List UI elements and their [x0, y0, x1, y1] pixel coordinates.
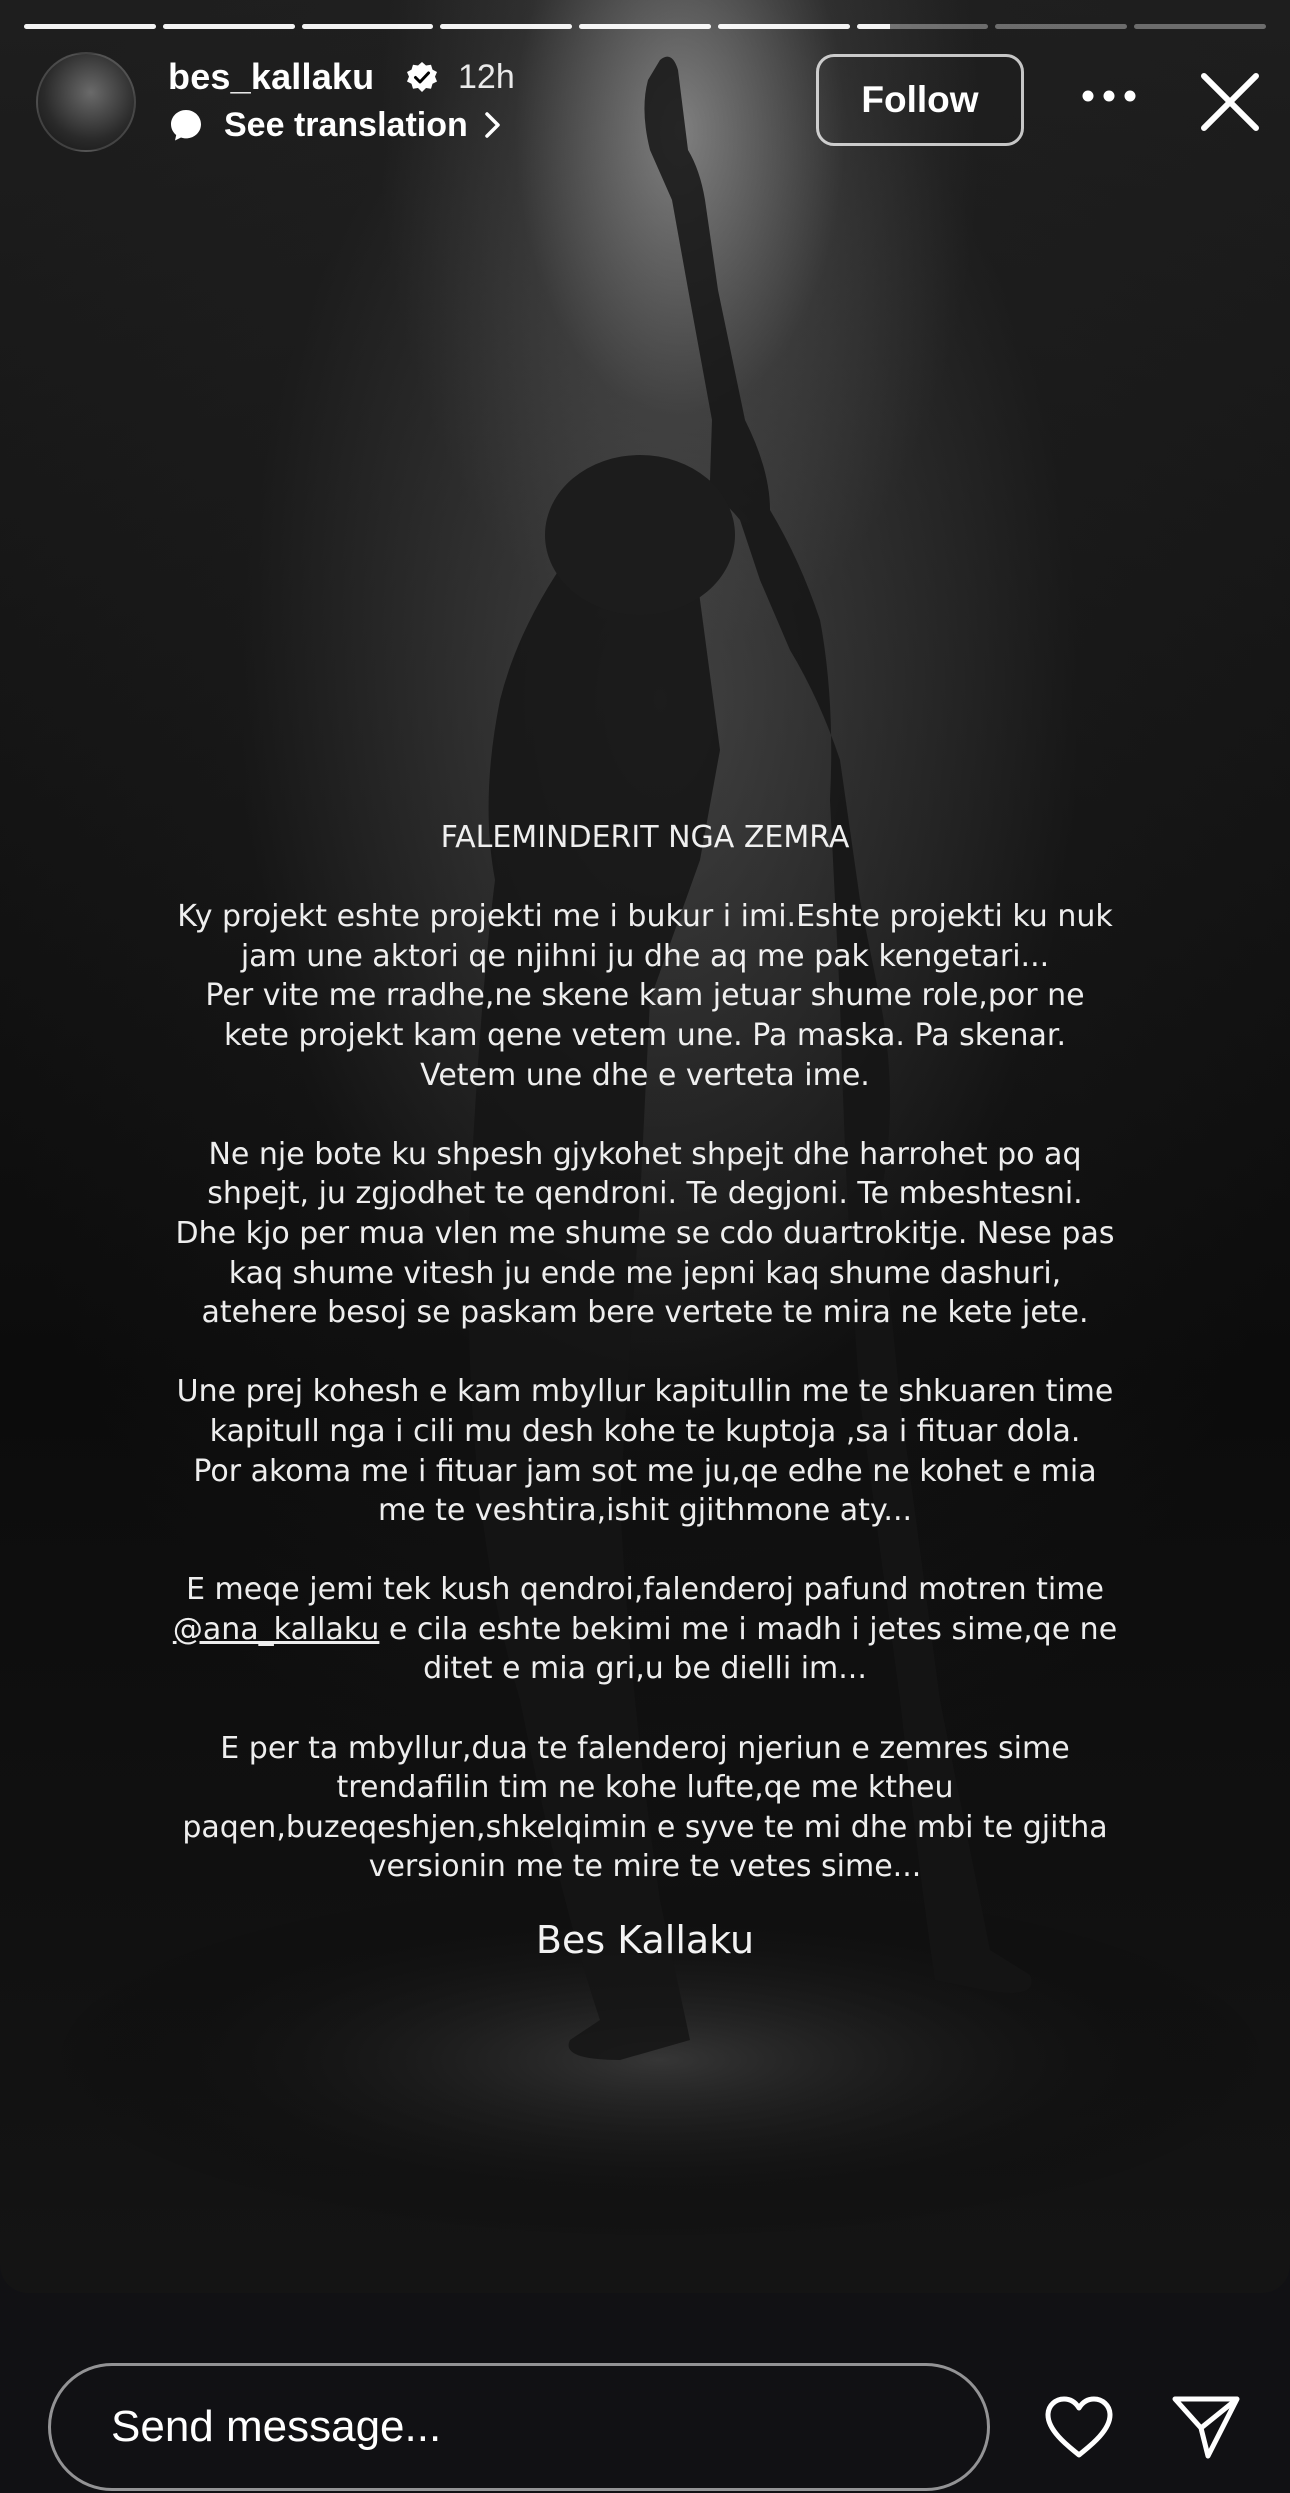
caption-line: E per ta mbyllur,dua te falenderoj njeriun e zemres sime: [220, 1730, 1070, 1766]
verified-badge-icon: [405, 61, 439, 95]
avatar[interactable]: [36, 52, 136, 152]
caption-line: kapitull nga i cili mu desh kohe te kuptoja ,sa i fituar dola.: [209, 1413, 1081, 1449]
caption-line: Per vite me rradhe,ne skene kam jetuar shume role,por ne: [205, 978, 1085, 1014]
caption-signature: Bes Kallaku: [535, 1918, 755, 1962]
caption-line: E meqe jemi tek kush qendroi,falenderoj pafund motren time: [186, 1572, 1104, 1608]
story-progress-segment: [1134, 24, 1266, 29]
send-icon[interactable]: [1170, 2393, 1242, 2461]
mention-link[interactable]: @ana_kallaku: [172, 1611, 380, 1647]
caption-paragraph-1: [130, 897, 1160, 1095]
story-progress-fill: [302, 24, 434, 29]
see-translation-link[interactable]: [168, 104, 504, 146]
caption-line: Une prej kohesh e kam mbyllur kapitullin me te shkuaren time: [176, 1374, 1114, 1410]
story-progress-segment: [718, 24, 850, 29]
caption-paragraphs: [130, 897, 1160, 1531]
caption-line: shpejt, ju zgjodhet te qendroni. Te degjoni. Te mbeshtesni.: [207, 1176, 1083, 1212]
story-progress-segment: [302, 24, 434, 29]
story-progress-bar: [24, 24, 1266, 30]
story-progress-segment: [440, 24, 572, 29]
post-time: 12h: [458, 58, 515, 96]
caption-paragraph-2: [130, 1135, 1160, 1333]
story-progress-fill: [24, 24, 156, 29]
caption-line: e cila eshte bekimi me i madh i jetes sime,qe ne: [379, 1611, 1118, 1647]
caption-line: kete projekt kam qene vetem une. Pa maska. Pa skenar.: [223, 1017, 1067, 1053]
story-progress-segment: [995, 24, 1127, 29]
caption-line: Ne nje bote ku shpesh gjykohet shpejt dhe harrohet po aq: [208, 1136, 1082, 1172]
caption-line: atehere besoj se paskam bere vertete te mira ne kete jete.: [201, 1295, 1089, 1331]
story-progress-fill: [440, 24, 572, 29]
close-icon[interactable]: [1198, 70, 1262, 134]
story-caption: [130, 818, 1160, 1927]
caption-line: paqen,buzeqeshjen,shkelqimin e syve te mi dhe mbi te gjitha: [182, 1809, 1108, 1845]
story-progress-fill: [718, 24, 850, 29]
story-progress-fill: [857, 24, 890, 29]
heart-icon[interactable]: [1043, 2395, 1115, 2459]
caption-line: Por akoma me i fituar jam sot me ju,qe edhe ne kohet e mia: [193, 1453, 1097, 1489]
caption-paragraph-5: [130, 1729, 1160, 1887]
story-progress-segment: [579, 24, 711, 29]
caption-paragraph-3: [130, 1372, 1160, 1530]
send-message-input[interactable]: Send message...: [48, 2363, 990, 2491]
story-progress-segment: [163, 24, 295, 29]
caption-line: ditet e mia gri,u be dielli im...: [423, 1651, 867, 1687]
caption-line: kaq shume vitesh ju ende me jepni kaq shume dashuri,: [228, 1255, 1062, 1291]
caption-title: FALEMINDERIT NGA ZEMRA: [440, 820, 850, 855]
follow-button[interactable]: Follow: [816, 54, 1024, 146]
story-progress-fill: [163, 24, 295, 29]
caption-line: Dhe kjo per mua vlen me shume se cdo duartrokitje. Nese pas: [175, 1215, 1115, 1251]
caption-line: trendafilin tim ne kohe lufte,qe me ktheu: [336, 1770, 954, 1806]
more-options-icon[interactable]: [1082, 88, 1136, 104]
chevron-right-icon: [482, 110, 504, 140]
caption-line: jam une aktori qe njihni ju dhe aq me pak kengetari...: [240, 938, 1050, 974]
caption-line: me te veshtira,ishit gjithmone aty...: [377, 1493, 913, 1529]
story-progress-segment: [857, 24, 989, 29]
story-progress-segment: [24, 24, 156, 29]
see-translation-label: See translation: [224, 105, 468, 144]
caption-line: Vetem une dhe e verteta ime.: [420, 1057, 870, 1093]
caption-line: versionin me te mire te vetes sime...: [368, 1849, 922, 1885]
caption-paragraph-4: [130, 1570, 1160, 1689]
username[interactable]: bes_kallaku: [168, 56, 375, 97]
story-progress-fill: [579, 24, 711, 29]
translation-bubble-icon: [168, 107, 204, 143]
caption-line: Ky projekt eshte projekti me i bukur i imi.Eshte projekti ku nuk: [177, 899, 1113, 935]
